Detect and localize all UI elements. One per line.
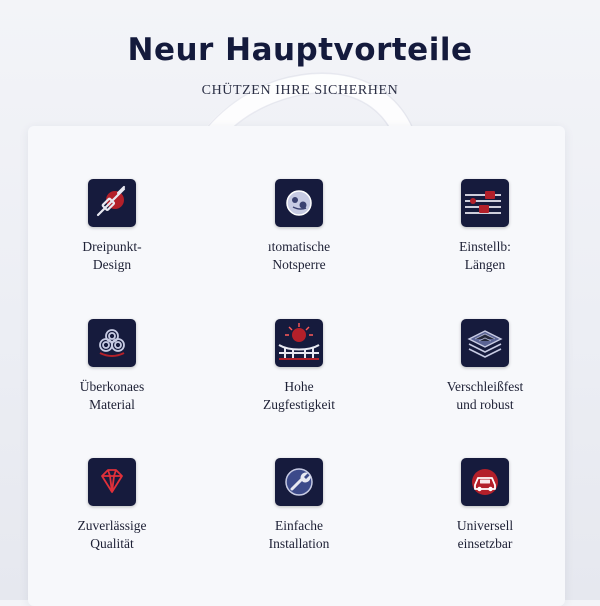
page-title: Neur Hauptvorteile (127, 32, 473, 68)
car-icon (461, 458, 509, 506)
page-subtitle: CHÜTZEN IHRE SICHERHEN (201, 83, 399, 98)
feature-label: Hohe Zugfestigkeit (263, 379, 335, 412)
feature-item (224, 458, 374, 553)
feature-label: ıtomatische Notsperre (267, 239, 331, 272)
adjustable-strap-icon (461, 179, 509, 227)
feature-label: Einstellb: Längen (459, 239, 511, 272)
feature-item (410, 319, 560, 414)
diamond-icon (88, 458, 136, 506)
seatbelt-icon (88, 179, 136, 227)
feature-label: Universell einsetzbar (456, 518, 514, 551)
feature-item (224, 319, 374, 414)
feature-label: Verschleißfest und robust (446, 379, 524, 412)
feature-label: Einfache Installation (268, 518, 330, 551)
fiber-material-icon (88, 319, 136, 367)
feature-label: Zuverlässige Qualität (77, 518, 147, 551)
feature-item (37, 458, 187, 553)
wrench-icon (275, 458, 323, 506)
feature-item (410, 179, 560, 274)
layers-icon (461, 319, 509, 367)
feature-item (410, 458, 560, 553)
feature-label: Dreipunkt- Design (82, 239, 142, 272)
feature-item (224, 179, 374, 274)
feature-label: Überkonaes Material (79, 379, 145, 412)
lock-mechanism-icon (275, 179, 323, 227)
feature-item (37, 179, 187, 274)
tension-bridge-icon (275, 319, 323, 367)
feature-item (37, 319, 187, 414)
